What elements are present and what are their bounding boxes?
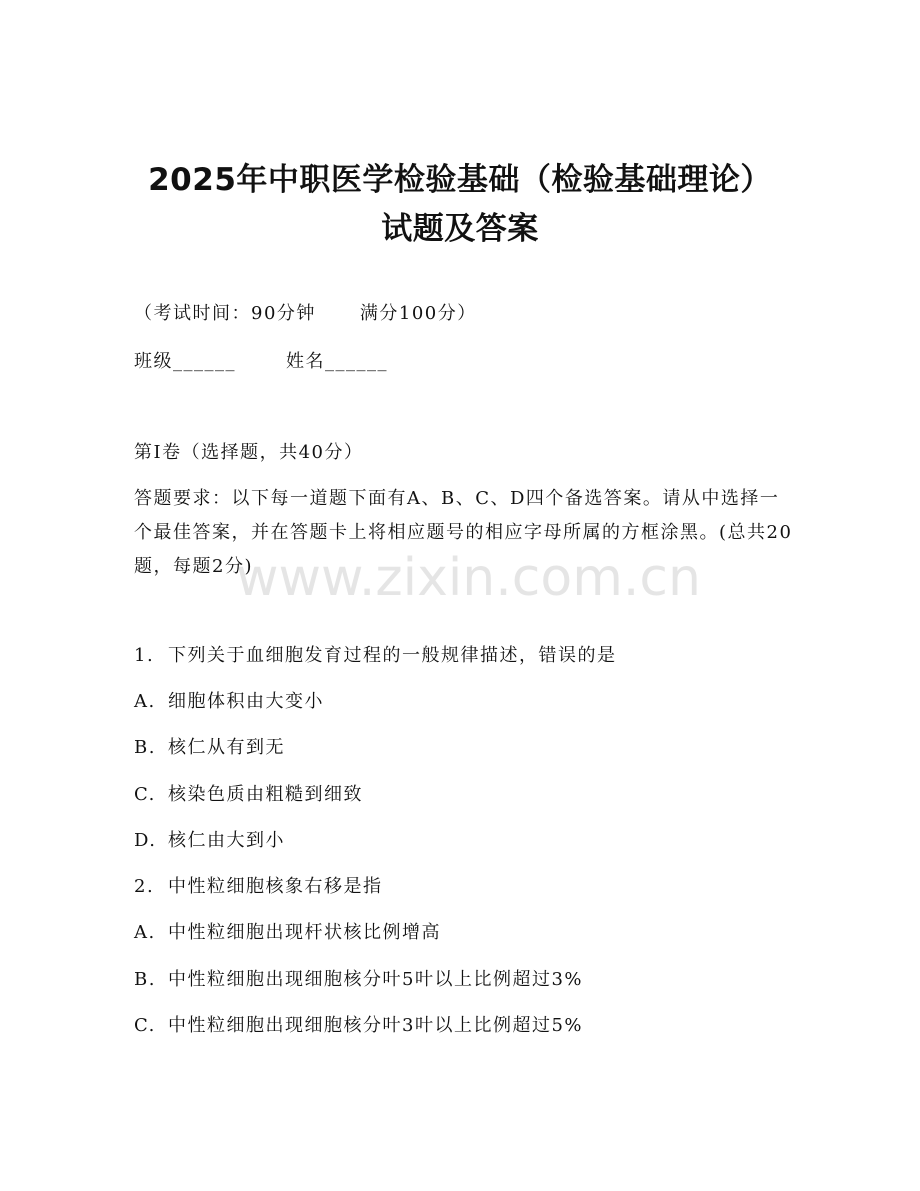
exam-time: （考试时间：90分钟: [134, 303, 316, 324]
question-1-option-a: [134, 690, 324, 714]
option-text: 中性粒细胞出现杆状核比例增高: [168, 922, 441, 943]
option-text: 细胞体积由大变小: [168, 691, 324, 712]
option-label: A.: [134, 691, 156, 712]
question-1-option-d: [134, 829, 285, 853]
document-title-line2: 试题及答案: [381, 211, 539, 247]
section-instructions: 答题要求：以下每一道题下面有A、B、C、D四个备选答案。请从中选择一个最佳答案，并在答题卡上将相应题号的相应字母所属的方框涂黑。(总共20题，每题2分): [134, 488, 793, 577]
option-text: 中性粒细胞出现细胞核分叶3叶以上比例超过5%: [168, 1015, 584, 1036]
option-label: D.: [134, 830, 157, 851]
option-text: 核染色质由粗糙到细致: [168, 784, 363, 805]
option-label: B.: [134, 969, 156, 990]
student-fields: [134, 350, 388, 374]
class-field: 班级______: [134, 351, 236, 372]
question-number: 2.: [134, 876, 155, 897]
option-label: A.: [134, 922, 156, 943]
section-heading: 第I卷（选择题，共40分）: [134, 442, 364, 463]
question-text: 下列关于血细胞发育过程的一般规律描述，错误的是: [168, 645, 617, 666]
option-label: C.: [134, 1015, 156, 1036]
question-1: [134, 644, 617, 668]
question-2-option-b: [134, 968, 583, 992]
exam-info: [134, 302, 477, 326]
question-number: 1.: [134, 645, 155, 666]
watermark-text: www.zixin.com.cn: [236, 548, 701, 608]
option-text: 中性粒细胞出现细胞核分叶5叶以上比例超过3%: [168, 969, 584, 990]
name-field: 姓名______: [286, 351, 388, 372]
question-2-option-c: [134, 1014, 583, 1038]
option-text: 核仁从有到无: [168, 737, 285, 758]
question-2-option-a: [134, 921, 441, 945]
question-1-option-b: [134, 736, 285, 760]
question-1-option-c: [134, 783, 363, 807]
exam-score: 满分100分）: [359, 303, 477, 324]
document-title-line1: 2025年中职医学检验基础（检验基础理论）: [148, 162, 772, 198]
option-label: B.: [134, 737, 156, 758]
question-2: [134, 875, 383, 899]
option-label: C.: [134, 784, 156, 805]
question-text: 中性粒细胞核象右移是指: [168, 876, 383, 897]
option-text: 核仁由大到小: [168, 830, 285, 851]
